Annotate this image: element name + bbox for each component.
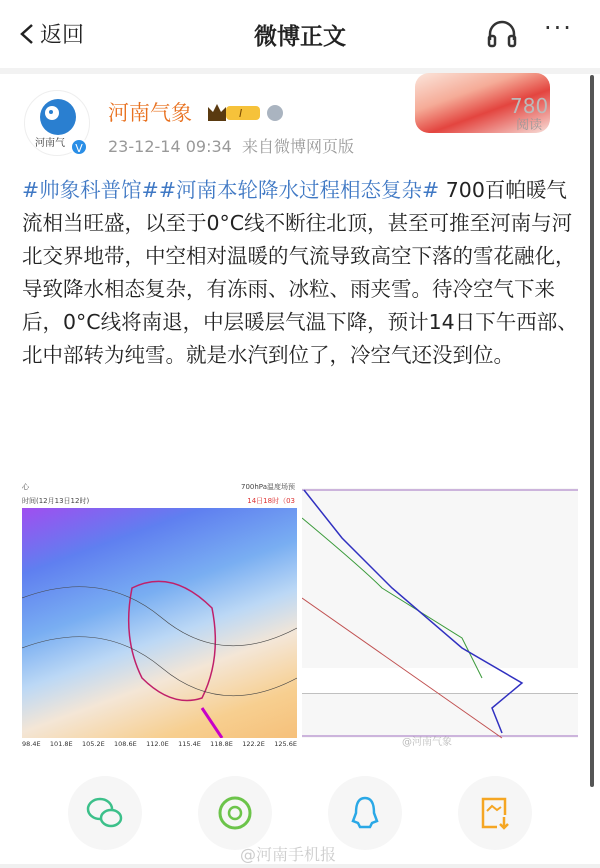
moments-icon [217, 795, 253, 831]
page-title: 微博正文 [254, 24, 346, 50]
member-badges[interactable] [206, 101, 284, 123]
crown-level-icon [206, 101, 262, 123]
svg-text:I: I [239, 107, 243, 120]
save-image-button[interactable] [458, 776, 532, 850]
x-tick: 115.4E [178, 740, 201, 748]
hashtag-link[interactable]: #帅象科普馆# [22, 178, 159, 202]
temperature-map-image[interactable] [22, 478, 297, 753]
x-tick: 105.2E [81, 740, 105, 748]
verified-badge-icon: V [70, 138, 88, 156]
svg-text:河南气: 河南气 [35, 138, 65, 149]
scrollbar[interactable] [590, 75, 594, 787]
map-x-axis [22, 740, 297, 748]
post-body: 700百帕暖气流相当旺盛，以至于0°C线不断往北顶，甚至可推至河南与河北交界地带，中空相对温暖的气流导致高空下落的雪花融化，导致降水相态复杂，有冻雨、冰粒、雨夹雪。待冷空气下来后，0°C线将南退，中层暖层气温下降，预计14日下午西部、北中部转为纯雪。就是水汽到位了，冷空气还没到位。 [22, 178, 578, 367]
share-qq-button[interactable] [328, 776, 402, 850]
skew-t-sounding-image[interactable] [302, 478, 578, 753]
sounding-plot [302, 478, 578, 753]
medal-icon [266, 102, 284, 122]
post-time: 23-12-14 09:34 [108, 137, 232, 156]
post-source: 来自微博网页版 [242, 137, 355, 156]
image-watermark: @河南气象 [402, 737, 452, 748]
post-text [22, 174, 582, 372]
x-tick: 122.2E [242, 740, 265, 748]
map-corner-label: 心 [22, 483, 29, 491]
chevron-left-icon [18, 22, 36, 46]
map-time: 14日18时（03 [247, 497, 295, 505]
map-title: 700hPa温度场预 [241, 483, 295, 491]
watermark: @河南手机报 [240, 845, 337, 864]
map-subtitle: 时间(12月13日12时) [22, 497, 90, 505]
x-tick: 118.8E [210, 740, 233, 748]
more-button[interactable]: ··· [544, 14, 573, 42]
read-count [510, 96, 548, 136]
x-tick: 125.6E [274, 740, 297, 748]
x-tick: 101.8E [49, 740, 73, 748]
x-tick: 112.0E [146, 740, 169, 748]
save-image-icon [479, 795, 511, 831]
share-moments-button[interactable] [198, 776, 272, 850]
read-label: 阅读 [516, 118, 543, 133]
top-bar [0, 0, 600, 68]
read-number: 780 [510, 94, 549, 118]
x-tick: 98.4E [22, 740, 41, 748]
qq-icon [350, 795, 380, 831]
share-wechat-button[interactable] [68, 776, 142, 850]
x-tick: 108.6E [114, 740, 137, 748]
back-button[interactable] [18, 18, 84, 49]
wechat-icon [85, 795, 125, 831]
bottom-edge [0, 864, 600, 868]
headphones-icon[interactable] [486, 18, 518, 50]
author-name[interactable]: 河南气象 [108, 101, 192, 125]
hashtag-link[interactable]: #河南本轮降水过程相态复杂# [158, 178, 440, 202]
back-label: 返回 [40, 23, 85, 48]
map-plot [22, 508, 297, 738]
post-meta [108, 134, 354, 157]
